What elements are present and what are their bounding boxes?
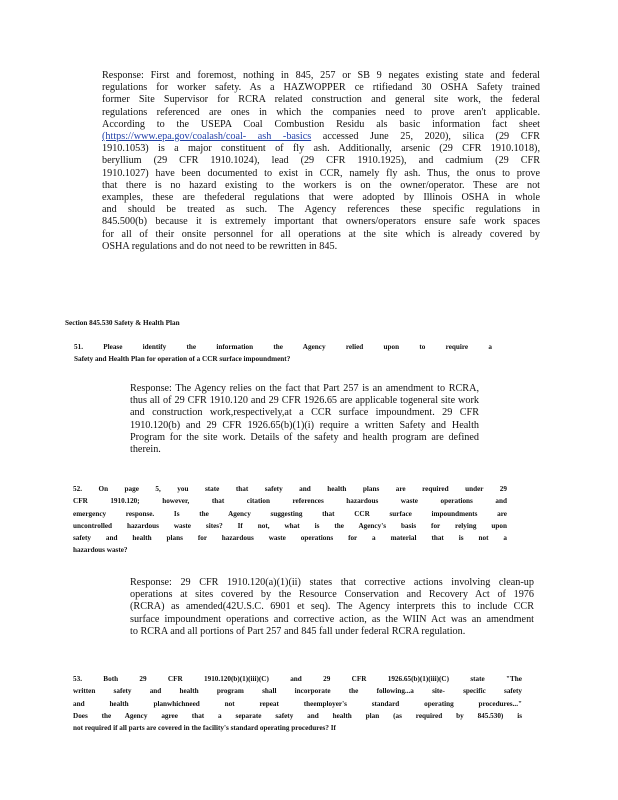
response-52-line: (RCRA) as amended(42U.S.C. 6901 et seq). The Agency interprets this to include CCR: [130, 601, 534, 613]
response-51-line: therein.: [130, 444, 161, 456]
response-1-line: beryllium (29 CFR 1910.1024), lead (29 CFR 1910.1925), and cadmium (29 CFR: [102, 155, 540, 167]
response-paragraph-52: [130, 577, 534, 638]
response-52-line: operations at sites covered by the Resource Conservation and Recovery Act of 1976: [130, 589, 534, 601]
response-51-line: Program for the site work. Details of the safety and health program are defined: [130, 431, 479, 443]
question-52-line: emergency response. Is the Agency suggesting that CCR surface impoundments are: [73, 509, 507, 518]
response-1-line: OSHA regulations and do not need to be rewritten in 845.: [102, 240, 338, 252]
question-52-line: safety and health plans for hazardous waste operations for a material that is not a: [73, 534, 507, 543]
question-53-line: and health planwhichneed not repeat theemployer's standard operating procedures...": [73, 699, 522, 708]
question-53-line: not required if all parts are covered in the facility's standard operating procedures? If: [73, 724, 336, 733]
section-heading: [65, 317, 265, 329]
response-1-line: Response: First and foremost, nothing in 845, 257 or SB 9 negates existing state and federal: [102, 70, 540, 81]
response-51-line: thus all of 29 CFR 1910.120 and 29 CFR 1926.65 are applicable togeneral site work: [130, 395, 479, 407]
response-1-line: regulations for worker safety. As a HAZWOPPER ce rtifiedand 30 OSHA Safety trained: [102, 82, 540, 94]
question-52-line: 52. On page 5, you state that safety and health plans are required under 29: [73, 485, 507, 493]
response-52-line: to RCRA and all portions of Part 257 and 845 fall under federal RCRA regulation.: [130, 625, 466, 637]
response-1-line: regulations referenced are ones in which the companies need to prove aren't applicable.: [102, 106, 540, 118]
response-paragraph-1: [102, 70, 540, 253]
response-paragraph-51: [130, 383, 479, 456]
section-heading-text: Section 845.530 Safety & Health Plan: [65, 319, 180, 327]
question-53-line: written safety and health program shall incorporate the following...a site- specific safety: [73, 687, 522, 696]
response-1-line: for all of their onsite personnel for all operations at the site which is already covered by: [102, 228, 540, 240]
response-1-line: examples, these are thefederal regulations that were adopted by Illinois OSHA in whole: [102, 192, 540, 204]
response-1-line: former Site Supervisor for RCRA related construction and general site work, the federal: [102, 94, 540, 106]
response-1-line: 845.500(b) because it is extremely important that owners/operators ensure safe work spaces: [102, 216, 540, 228]
question-51-line: 51. Please identify the information the Agency relied upon to require a: [74, 343, 492, 351]
epa-coal-ash-link[interactable]: (https://www.epa.gov/coalash/coal- ash -basics: [102, 131, 312, 143]
response-1-line: According to the USEPA Coal Combustion Residu als basic information fact sheet: [102, 118, 540, 130]
question-53-line: 53. Both 29 CFR 1910.120(b)(1)(iii)(C) and 29 CFR 1926.65(b)(1)(iii)(C) state "The: [73, 675, 522, 683]
response-1-line: 1910.1053) is a major constituent of fly ash. Additionally, arsenic (29 CFR 1910.1018),: [102, 143, 540, 155]
link-tail-text: accessed June 25, 2020), silica (29 CFR: [311, 131, 540, 143]
response-51-line: 1910.120(b) and 29 CFR 1926.65(b)(1)(i) require a written Safety and Health: [130, 419, 479, 431]
question-51: [74, 341, 492, 366]
question-52-line: hazardous waste?: [73, 546, 128, 555]
response-1-line: that there is no hazard existing to the workers is on the owner/operator. These are not: [102, 179, 540, 191]
question-52: [73, 483, 507, 557]
question-53-line: Does the Agency agree that a separate safety and health plan (as required by 845.530) is: [73, 711, 522, 720]
response-52-line: surface impoundment operations and corrective action, as the WIIN Act was an amendment: [130, 613, 534, 625]
response-1-line: 1910.1027) have been documented to exist in CCR, namely fly ash. Thus, the onus to prove: [102, 167, 540, 179]
question-52-line: CFR 1910.120; however, that citation references hazardous waste operations and: [73, 497, 507, 506]
response-52-line: Response: 29 CFR 1910.120(a)(1)(ii) states that corrective actions involving clean-up: [130, 577, 534, 588]
response-1-line: [102, 131, 540, 143]
response-51-line: and construction work,respectively,at a CCR surface impoundment. 29 CFR: [130, 407, 479, 419]
question-52-line: uncontrolled hazardous waste sites? If not, what is the Agency's basis for relying upon: [73, 521, 507, 530]
question-53: [73, 673, 522, 734]
response-1-line: and should be treated as such. The Agency references these specific regulations in: [102, 204, 540, 216]
response-51-line: Response: The Agency relies on the fact that Part 257 is an amendment to RCRA,: [130, 383, 479, 394]
question-51-line: Safety and Health Plan for operation of a CCR surface impoundment?: [74, 355, 291, 364]
